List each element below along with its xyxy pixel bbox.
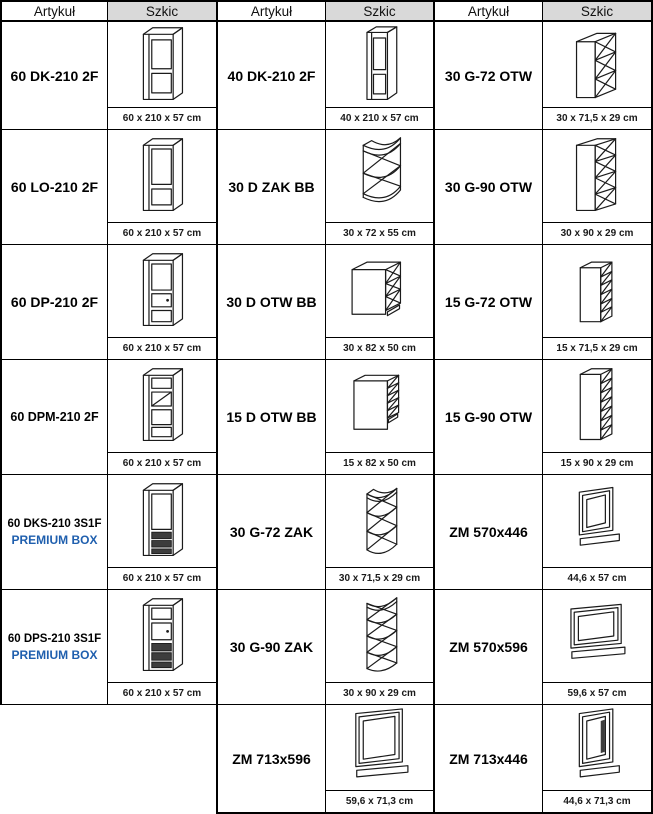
article-cell: [435, 245, 543, 360]
sketch-cell: [543, 22, 653, 130]
dimensions-label: 30 x 71,5 x 29 cm: [543, 107, 651, 129]
article-cell: [435, 590, 543, 705]
panel-570x596-sketch: [546, 596, 648, 676]
base-open-3-sketch: [329, 251, 431, 331]
sketch-area: [326, 705, 433, 790]
article-code: 15 G-72 OTW: [444, 294, 533, 310]
tall-dps-60-sketch: [111, 596, 213, 676]
article-code: 60 DPS-210 3S1F: [7, 632, 102, 645]
dimensions-label: 30 x 90 x 29 cm: [326, 682, 433, 704]
sketch-cell: [326, 130, 435, 245]
article-cell: [0, 22, 108, 130]
sketch-area: [108, 22, 216, 107]
dimensions-label: 59,6 x 57 cm: [543, 682, 651, 704]
sketch-cell: [326, 705, 435, 814]
article-code: 30 D ZAK BB: [228, 179, 315, 195]
sketch-area: [543, 705, 651, 790]
dimensions-label: 59,6 x 71,3 cm: [326, 790, 433, 812]
sketch-cell: [543, 130, 653, 245]
sketch-area: [326, 22, 433, 107]
sketch-area: [108, 360, 216, 452]
article-cell: [0, 360, 108, 475]
article-cell: [218, 705, 326, 814]
article-code: ZM 713x596: [232, 750, 311, 767]
article-cell: [218, 475, 326, 590]
sketch-cell: [108, 130, 218, 245]
article-code: 30 G-72 OTW: [444, 67, 533, 84]
article-code: 30 G-72 ZAK: [229, 524, 314, 540]
dimensions-label: 44,6 x 71,3 cm: [543, 790, 651, 812]
article-code: 30 D OTW BB: [226, 294, 317, 310]
sketch-cell: [543, 590, 653, 705]
sketch-cell: [326, 360, 435, 475]
article-code: ZM 570x446: [449, 524, 528, 540]
article-code: ZM 713x446: [449, 750, 528, 767]
tall-lo-60-sketch: [111, 136, 213, 216]
sketch-area: [108, 475, 216, 567]
sketch-area: [543, 475, 651, 567]
sketch-area: [543, 360, 651, 452]
sketch-area: [326, 360, 433, 452]
empty-region: [0, 705, 218, 814]
sketch-area: [543, 590, 651, 682]
panel-713x446-sketch: [546, 708, 648, 788]
sketch-cell: [326, 590, 435, 705]
article-code: 60 DPM-210 2F: [10, 410, 99, 424]
article-cell: [0, 245, 108, 360]
dimensions-label: 15 x 90 x 29 cm: [543, 452, 651, 474]
sketch-area: [108, 590, 216, 682]
tall-dk-40-sketch: [329, 25, 431, 105]
wall-corner-4-sketch: [329, 596, 431, 676]
article-code: 15 G-90 OTW: [444, 409, 533, 425]
article-cell: [218, 590, 326, 705]
article-cell: [435, 130, 543, 245]
sketch-area: [108, 130, 216, 222]
dimensions-label: 60 x 210 x 57 cm: [108, 567, 216, 589]
dimensions-label: 44,6 x 57 cm: [543, 567, 651, 589]
sketch-cell: [326, 475, 435, 590]
article-cell: [0, 475, 108, 590]
article-cell: [435, 22, 543, 130]
base-corner-open-sketch: [329, 136, 431, 216]
sketch-cell: [108, 590, 218, 705]
article-code: 15 D OTW BB: [226, 409, 317, 425]
sketch-cell: [108, 475, 218, 590]
sketch-area: [543, 130, 651, 222]
dimensions-label: 60 x 210 x 57 cm: [108, 452, 216, 474]
tall-dpm-60-sketch: [111, 366, 213, 446]
dimensions-label: 40 x 210 x 57 cm: [326, 107, 433, 129]
dimensions-label: 15 x 71,5 x 29 cm: [543, 337, 651, 359]
article-cell: [218, 130, 326, 245]
szkic-header: Szkic: [326, 0, 435, 22]
sketch-area: [326, 590, 433, 682]
premium-box-label: PREMIUM BOX: [11, 532, 98, 547]
sketch-area: [326, 245, 433, 337]
premium-box-label: PREMIUM BOX: [11, 647, 98, 662]
sketch-area: [108, 245, 216, 337]
sketch-cell: [543, 360, 653, 475]
dimensions-label: 30 x 82 x 50 cm: [326, 337, 433, 359]
dimensions-label: 30 x 71,5 x 29 cm: [326, 567, 433, 589]
dimensions-label: 30 x 72 x 55 cm: [326, 222, 433, 244]
article-cell: [435, 705, 543, 814]
artykul-header: Artykuł: [435, 0, 543, 22]
sketch-cell: [326, 22, 435, 130]
szkic-header: Szkic: [108, 0, 218, 22]
wall-corner-3-sketch: [329, 481, 431, 561]
sketch-area: [543, 245, 651, 337]
article-cell: [0, 590, 108, 705]
article-code: 60 DK-210 2F: [10, 67, 99, 84]
sketch-cell: [108, 360, 218, 475]
article-cell: [0, 130, 108, 245]
artykul-header: Artykuł: [0, 0, 108, 22]
article-cell: [218, 360, 326, 475]
artykul-header: Artykuł: [218, 0, 326, 22]
article-code: 30 G-90 OTW: [444, 179, 533, 195]
article-code: 30 G-90 ZAK: [229, 639, 314, 655]
dimensions-label: 60 x 210 x 57 cm: [108, 222, 216, 244]
panel-713x596-sketch: [329, 708, 431, 788]
dimensions-label: 15 x 82 x 50 cm: [326, 452, 433, 474]
article-code: 60 LO-210 2F: [10, 179, 99, 195]
article-code: 40 DK-210 2F: [227, 67, 316, 84]
article-code: ZM 570x596: [449, 639, 528, 655]
sketch-cell: [108, 245, 218, 360]
panel-570x446-sketch: [546, 481, 648, 561]
wall-open-4-sketch: [546, 136, 648, 216]
article-code: 60 DKS-210 3S1F: [7, 517, 102, 530]
article-cell: [218, 22, 326, 130]
wall-open-narrow-72-sketch: [546, 251, 648, 331]
sketch-cell: [543, 475, 653, 590]
tall-dp-60-sketch: [111, 251, 213, 331]
sketch-area: [543, 22, 651, 107]
sketch-area: [326, 475, 433, 567]
sketch-cell: [543, 245, 653, 360]
dimensions-label: 60 x 210 x 57 cm: [108, 337, 216, 359]
wall-open-narrow-90-sketch: [546, 366, 648, 446]
dimensions-label: 30 x 90 x 29 cm: [543, 222, 651, 244]
article-code: 60 DP-210 2F: [10, 294, 99, 310]
article-cell: [435, 360, 543, 475]
wall-open-3-sketch: [546, 25, 648, 105]
szkic-header: Szkic: [543, 0, 653, 22]
dimensions-label: 60 x 210 x 57 cm: [108, 107, 216, 129]
dimensions-label: 60 x 210 x 57 cm: [108, 682, 216, 704]
article-cell: [218, 245, 326, 360]
sketch-cell: [543, 705, 653, 814]
base-open-narrow-sketch: [329, 366, 431, 446]
tall-dk-60-sketch: [111, 25, 213, 105]
sketch-area: [326, 130, 433, 222]
tall-dks-60-sketch: [111, 481, 213, 561]
article-cell: [435, 475, 543, 590]
sketch-cell: [326, 245, 435, 360]
sketch-cell: [108, 22, 218, 130]
